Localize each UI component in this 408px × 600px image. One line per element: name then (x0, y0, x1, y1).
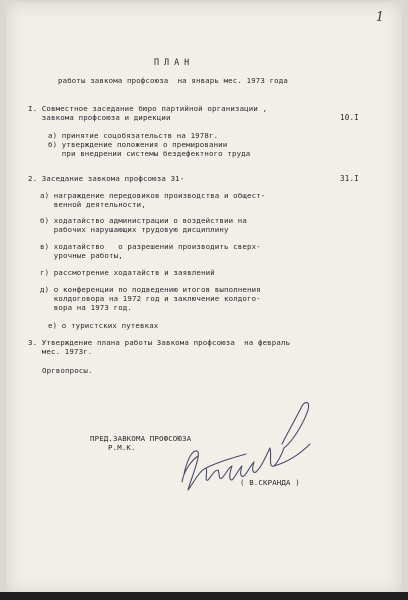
signature-name: ( В.СКРАНДА ) (240, 478, 300, 487)
item-2-date: 31.I (340, 174, 359, 183)
item-1-line-2: завкома профсоюза и дирекции (28, 113, 171, 122)
signature-org: Р.М.К. (108, 443, 136, 452)
handwritten-signature (178, 396, 328, 506)
item-2-sub-a: а) награждение передовиков производства и общест- (40, 191, 266, 200)
document-title: ПЛАН (154, 57, 195, 67)
misc-questions: Оргвопросы. (42, 366, 93, 375)
item-2-sub-e-cont-2: вора на 1973 год. (40, 303, 132, 312)
item-2-sub-f: е) о туристских путевках (48, 321, 159, 330)
item-3-line-1: 3. Утверждение плана работы Завкома профсоюза на февраль (28, 338, 291, 347)
item-2-sub-c: в) ходатайство о разрешении производить сверх- (40, 242, 261, 251)
item-1-sub-a: а) принятие соцобязательств на 1978г. (48, 131, 219, 140)
scan-edge (0, 592, 408, 600)
item-1-line-1: I. Совместное заседание бюро партийной организации , (28, 104, 268, 113)
item-2-sub-a-cont: венной деятельности, (40, 200, 146, 209)
item-2-sub-e: д) о конференции по подведению итогов выполнения (40, 285, 261, 294)
signature-title: ПРЕД.ЗАВКОМА ПРОФСОЮЗА (90, 434, 192, 443)
item-2-sub-c-cont: урочные работы, (40, 251, 123, 260)
document-page (6, 2, 402, 595)
item-1-date: 10.I (340, 113, 359, 122)
item-2-sub-b-cont: рабочих нарушающих трудовую дисциплину (40, 225, 229, 234)
item-3-line-2: мес. 1973г. (28, 347, 93, 356)
item-2-sub-d: г) рассмотрение ходатайств и заявлений (40, 268, 215, 277)
item-1-sub-b-cont: при внедрении системы бездефектного труда (48, 149, 251, 158)
document-subtitle: работы завкома профсоюза на январь мес. 1973 года (58, 76, 288, 85)
item-2-line-1: 2. Заседание завкома профсоюза 31- (28, 174, 185, 183)
handwritten-page-number: 1 (375, 10, 384, 25)
item-2-sub-b: б) ходатайство администрации о воздействии на (40, 216, 247, 225)
item-1-sub-b: б) утверждение положения о премировании (48, 140, 228, 149)
item-2-sub-e-cont-1: колдоговора на 1972 год и заключение колдого- (40, 294, 261, 303)
